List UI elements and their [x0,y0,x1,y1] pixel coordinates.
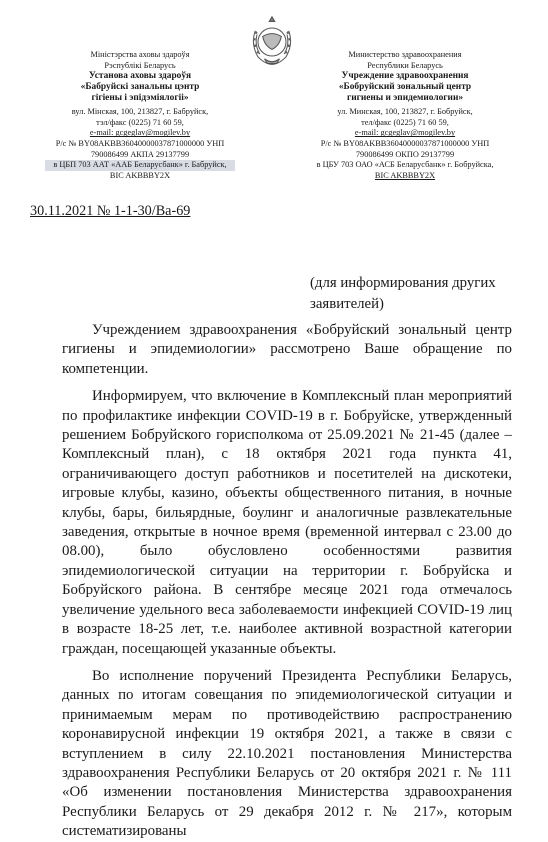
bank-line: в ЦБУ 703 ОАО «АСБ Беларусбанк» г. Бобруйска, [316,160,494,170]
phone-line: тел/факс (0225) 71 60 59, [361,117,449,127]
addressee-line2: заявителей) [310,296,384,312]
institution-line2: «Бобруйский зональный центр [338,82,472,93]
ministry-line1: Министерство здравоохранения [348,50,462,59]
email-line: e-mail: gcgeglav@mogilev.by [354,128,456,138]
institution-line1: Установа аховы здароўя [88,71,192,82]
ministry-line1: Міністэрства аховы здароўя [90,50,190,59]
account-line: Р/с № BY08AKBB36040000037871000000 УНП [55,138,225,148]
bic-line: BIC AKBBBY2X [374,170,436,180]
registration-number: 30.11.2021 № 1-1-30/Ва-69 [30,203,191,219]
address-line: вул. Мінская, 100, 213827, г. Бабруйск, [71,107,209,117]
institution-line2: «Бабруйскі занальны цэнтр [80,82,200,93]
institution-line3: гигиены и эпидемиологии» [346,93,464,104]
letter-body [62,321,512,842]
institution-line3: гігіены і эпідэміялогіі» [91,93,189,104]
ministry-line2: Рэспублікі Беларусь [104,60,176,70]
addressee-block [310,273,522,315]
ministry-line2: Республики Беларусь [367,60,443,70]
body-paragraph: Во исполнение поручений Президента Республики Беларусь, данных по итогам совещания по эпидемиологической ситуации и принимаемым мерам по противодействию распространению коронавирусной инфекции 19 октября 2021, а также в связи с вступлением в силу 22.10.2021 постановления Министерства здравоохранения Республики Беларусь от 20 октября 2021 г. № 111 «Об изменении постановления Министерства здравоохранения Республики Беларусь от 29 декабря 2012 г. № 217», которым систематизированы [62,667,512,840]
bank-line: в ЦБП 703 ААТ «ААБ Беларусбанк» г. Бабруйск, [45,160,235,171]
phone-line: тэл/факс (0225) 71 60 59, [96,117,184,127]
codes-line: 790086499 АКПА 29137799 [90,149,190,159]
letterhead-left [45,50,235,181]
addressee-line1: (для информирования других [310,275,496,291]
body-paragraph: Информируем, что включение в Комплексный план мероприятий по профилактике инфекции COVID-19 в г. Бобруйске, утвержденный решением Бобруйского горисполкома от 25.09.2021 № 21-45 (далее – Комплексный план), с 18 октября 2021 года пункта 41, ограничивающего доступ работников и посетителей на дискотеки, игровые клубы, казино, объекты общественного питания, в ночные клубы, бары, бильярдные, боулинг и аналогичные развлекательные заведения, открытые в ночное время (временной интервал с 23.00 до 08.00), было обусловлено особенностями развития эпидемиологической ситуации на территории г. Бобруйска и Бобруйского района. В сентябре месяце 2021 года отмечалось увеличение удельного веса заболеваемости инфекцией COVID-19 лиц в возрасте 18-25 лет, т.е. наиболее активной возрастной категории граждан, посещающей указанные объекты. [62,388,512,657]
body-paragraph: Учреждением здравоохранения «Бобруйский зональный центр гигиены и эпидемиологии» рассмотрено Ваше обращение по компетенции. [62,322,512,377]
address-line: ул. Минская, 100, 213827, г. Бобруйск, [337,107,473,117]
codes-line: 790086499 ОКПО 29137799 [355,149,455,159]
letterhead-right [310,50,500,181]
email-line: e-mail: gcgeglav@mogilev.by [89,128,191,138]
institution-line1: Учреждение здравоохранения [341,71,469,82]
bic-line: BIC AKBBBY2X [109,170,171,180]
state-emblem-icon [244,14,300,70]
account-line: Р/с № BY08AKBB36040000037871000000 УНП [320,138,490,148]
